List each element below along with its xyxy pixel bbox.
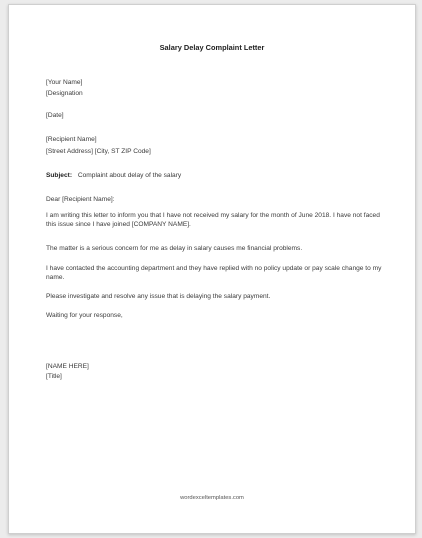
signature-title: [Title]	[46, 373, 62, 380]
document-page	[8, 4, 416, 534]
body-paragraph: The matter is a serious concern for me as delay in salary causes me financial problems.	[46, 245, 303, 252]
closing: Waiting for your response,	[46, 312, 123, 319]
letter-title: Salary Delay Complaint Letter	[159, 43, 265, 52]
body-paragraph: Please investigate and resolve any issue that is delaying the salary payment.	[46, 293, 271, 300]
body-paragraph: I am writing this letter to inform you that I have not received my salary for the month of June 2018. I have not faced this issue since I have joined [COMPANY NAME].	[46, 212, 380, 229]
signature-name: [NAME HERE]	[46, 363, 89, 370]
recipient-name: [Recipient Name]	[46, 136, 97, 143]
sender-name: [Your Name]	[46, 79, 83, 86]
letter-date: [Date]	[46, 112, 64, 119]
footer-website: wordexceltemplates.com	[180, 495, 244, 501]
body-paragraph: I have contacted the accounting department and they have replied with no policy update or pay scale change to my name.	[46, 265, 382, 282]
salutation: Dear [Recipient Name]:	[46, 196, 115, 203]
subject-label: Subject:	[46, 172, 73, 179]
subject-line	[46, 171, 181, 180]
recipient-address: [Street Address] [City, ST ZIP Code]	[46, 148, 151, 155]
sender-designation: [Designation	[46, 90, 83, 97]
subject-text: Complaint about delay of the salary	[77, 172, 182, 179]
